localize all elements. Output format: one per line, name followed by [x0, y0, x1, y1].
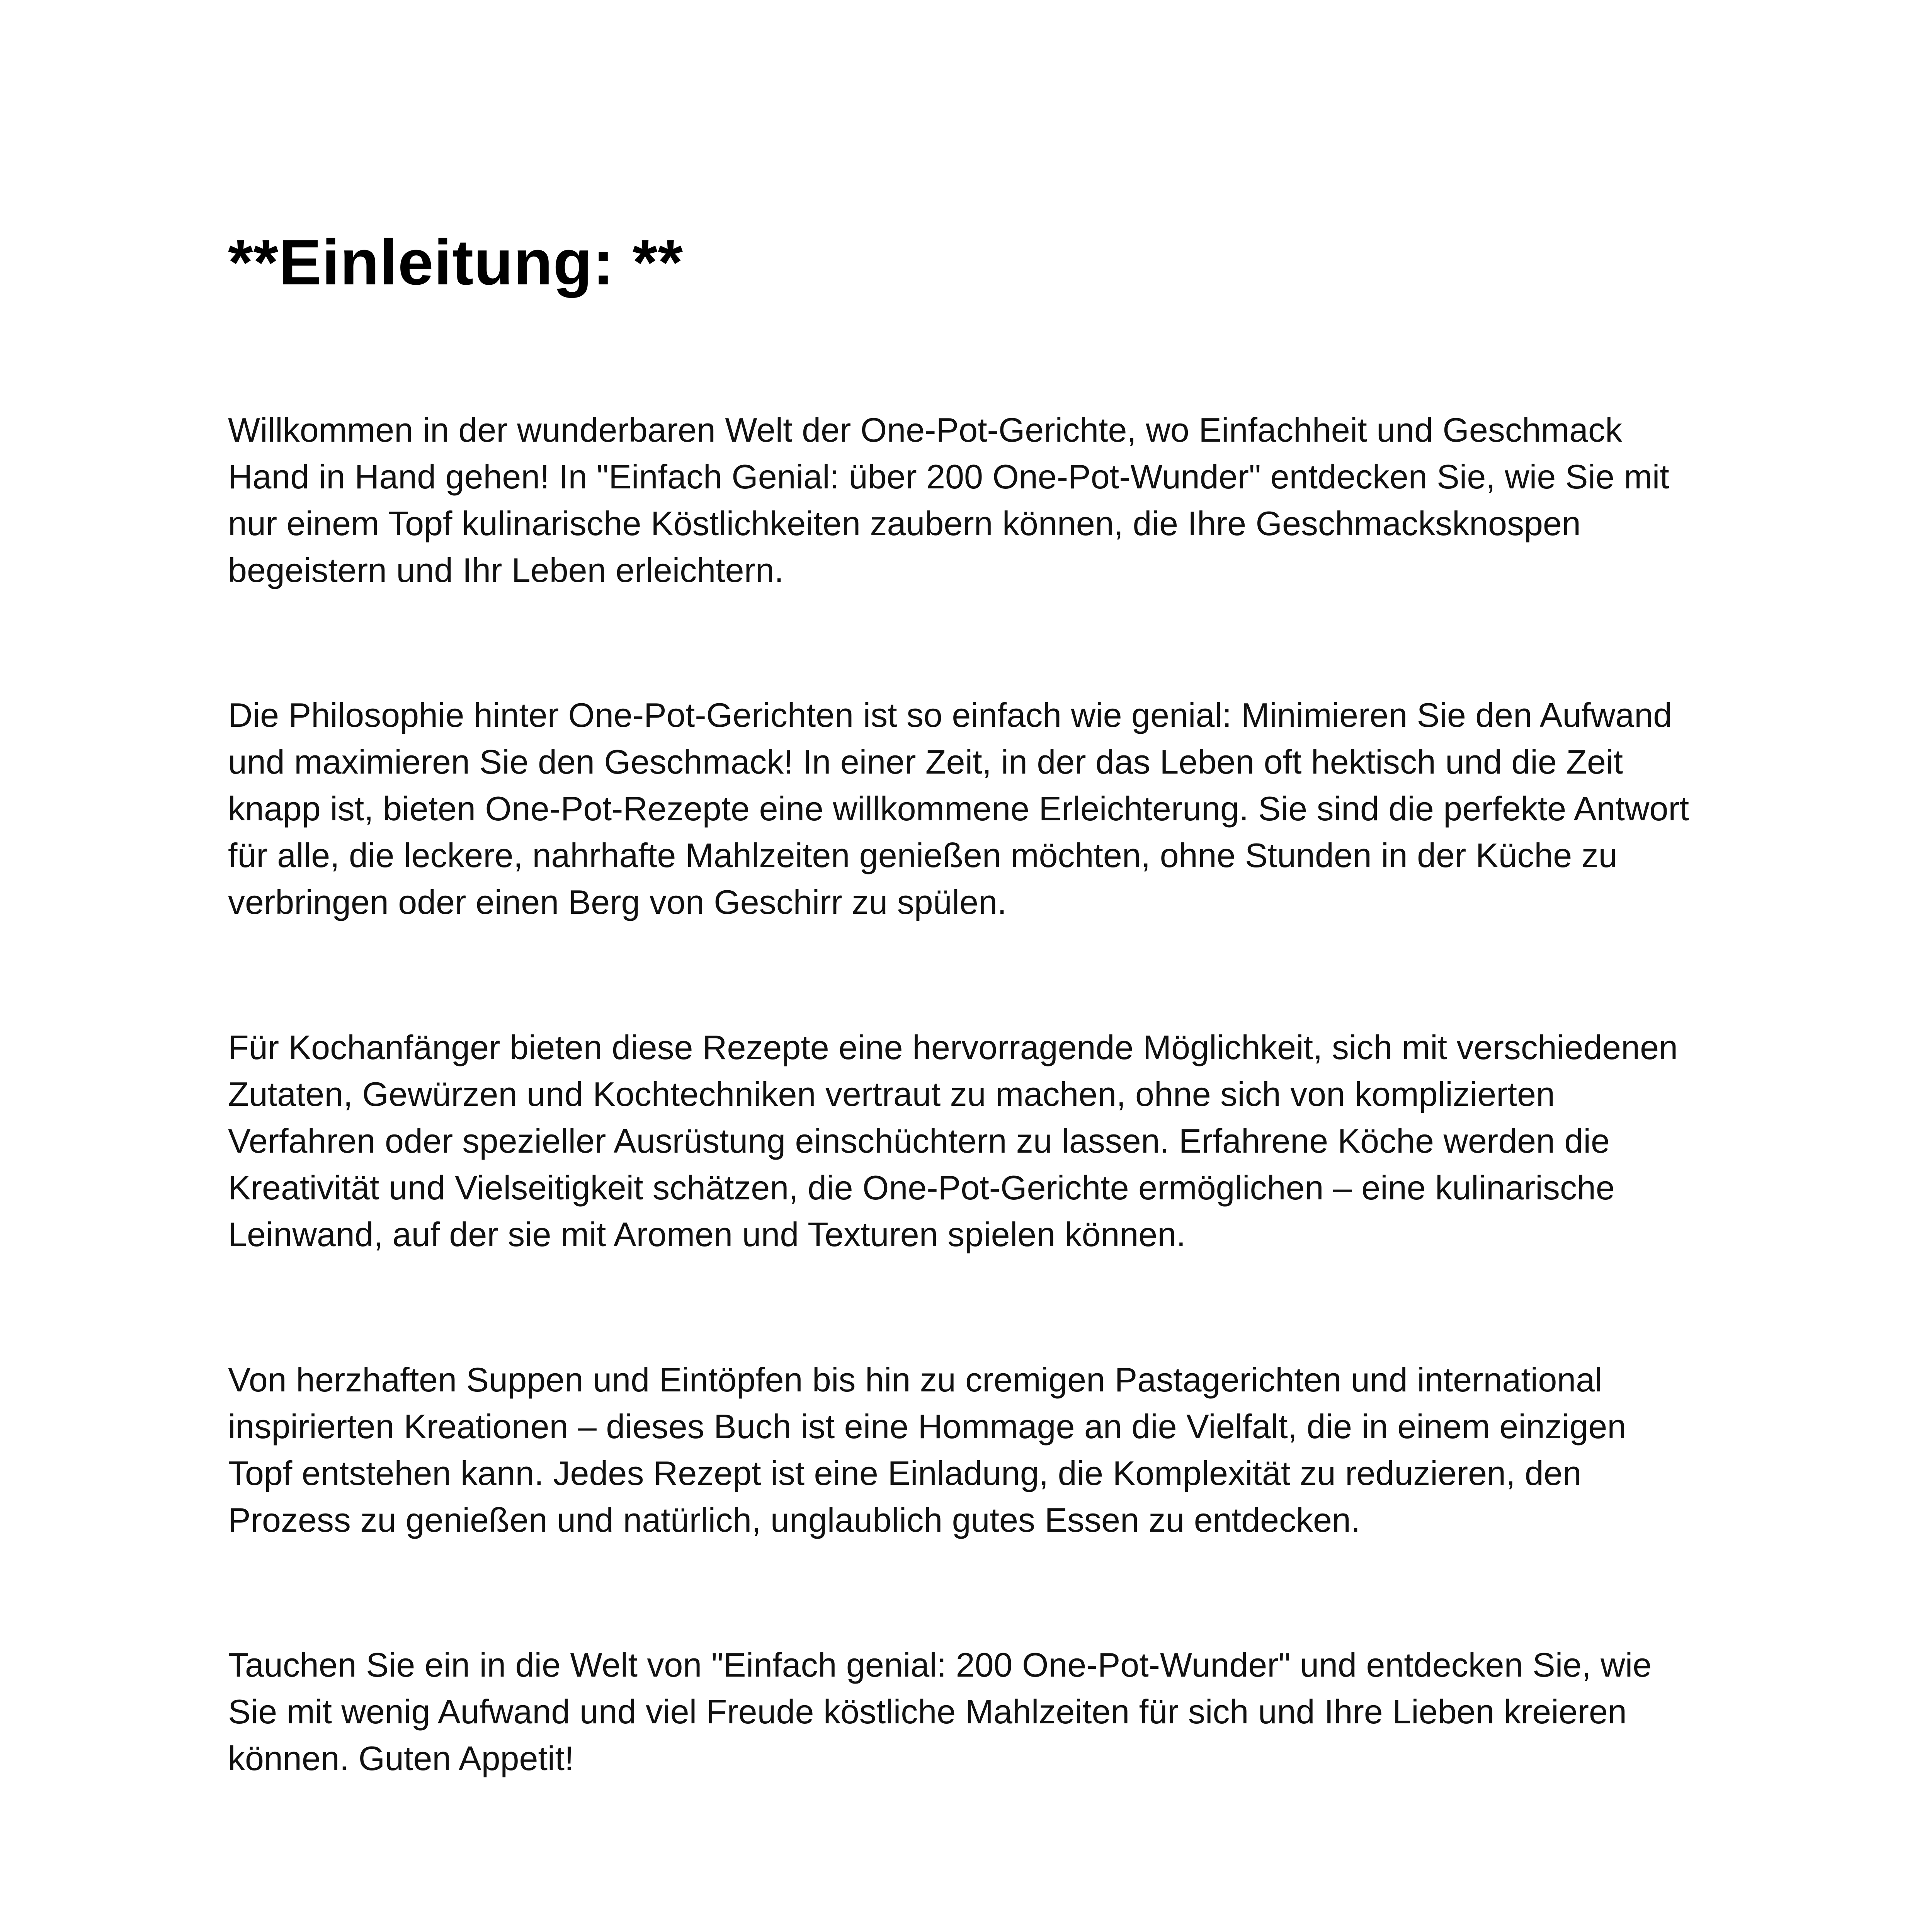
intro-paragraph-2: Die Philosophie hinter One-Pot-Gerichten ist so einfach wie genial: Minimieren Sie den Aufwand und maximieren Sie den Geschmack! In einer Zeit, in der das Leben oft hektisch und die Zeit knapp ist, bieten One-Pot-Rezepte eine willkommene Erleichterung. Sie sind die perfekte Antwort für alle, die leckere, nahrhafte Mahlzeiten genießen möchten, ohne Stunden in der Küche zu verbringen oder einen Berg von Geschirr zu spülen.: [228, 696, 1689, 921]
intro-paragraph-5: Tauchen Sie ein in die Welt von "Einfach genial: 200 One-Pot-Wunder" und entdecken Sie, wie Sie mit wenig Aufwand und viel Freude köstliche Mahlzeiten für sich und Ihre Lieben kreieren können. Guten Appetit!: [228, 1646, 1652, 1777]
intro-paragraph-3: Für Kochanfänger bieten diese Rezepte eine hervorragende Möglichkeit, sich mit verschiedenen Zutaten, Gewürzen und Kochtechniken vertraut zu machen, ohne sich von komplizierten Verfahren oder spezieller Ausrüstung einschüchtern zu lassen. Erfahrene Köche werden die Kreativität und Vielseitigkeit schätzen, die One-Pot-Gerichte ermöglichen – eine kulinarische Leinwand, auf der sie mit Aromen und Texturen spielen können.: [228, 1028, 1678, 1253]
intro-paragraph-4: Von herzhaften Suppen und Eintöpfen bis hin zu cremigen Pastagerichten und international inspirierten Kreationen – dieses Buch ist eine Hommage an die Vielfalt, die in einem einzigen Topf entstehen kann. Jedes Rezept ist eine Einladung, die Komplexität zu reduzieren, den Prozess zu genießen und natürlich, unglaublich gutes Essen zu entdecken.: [228, 1361, 1626, 1539]
page-heading: **Einleitung: **: [228, 227, 684, 298]
intro-paragraph-1: Willkommen in der wunderbaren Welt der One-Pot-Gerichte, wo Einfachheit und Geschmack Hand in Hand gehen! In "Einfach Genial: über 200 One-Pot-Wunder" entdecken Sie, wie Sie mit nur einem Topf kulinarische Köstlichkeiten zaubern können, die Ihre Geschmacksknospen begeistern und Ihr Leben erleichtern.: [228, 411, 1669, 589]
